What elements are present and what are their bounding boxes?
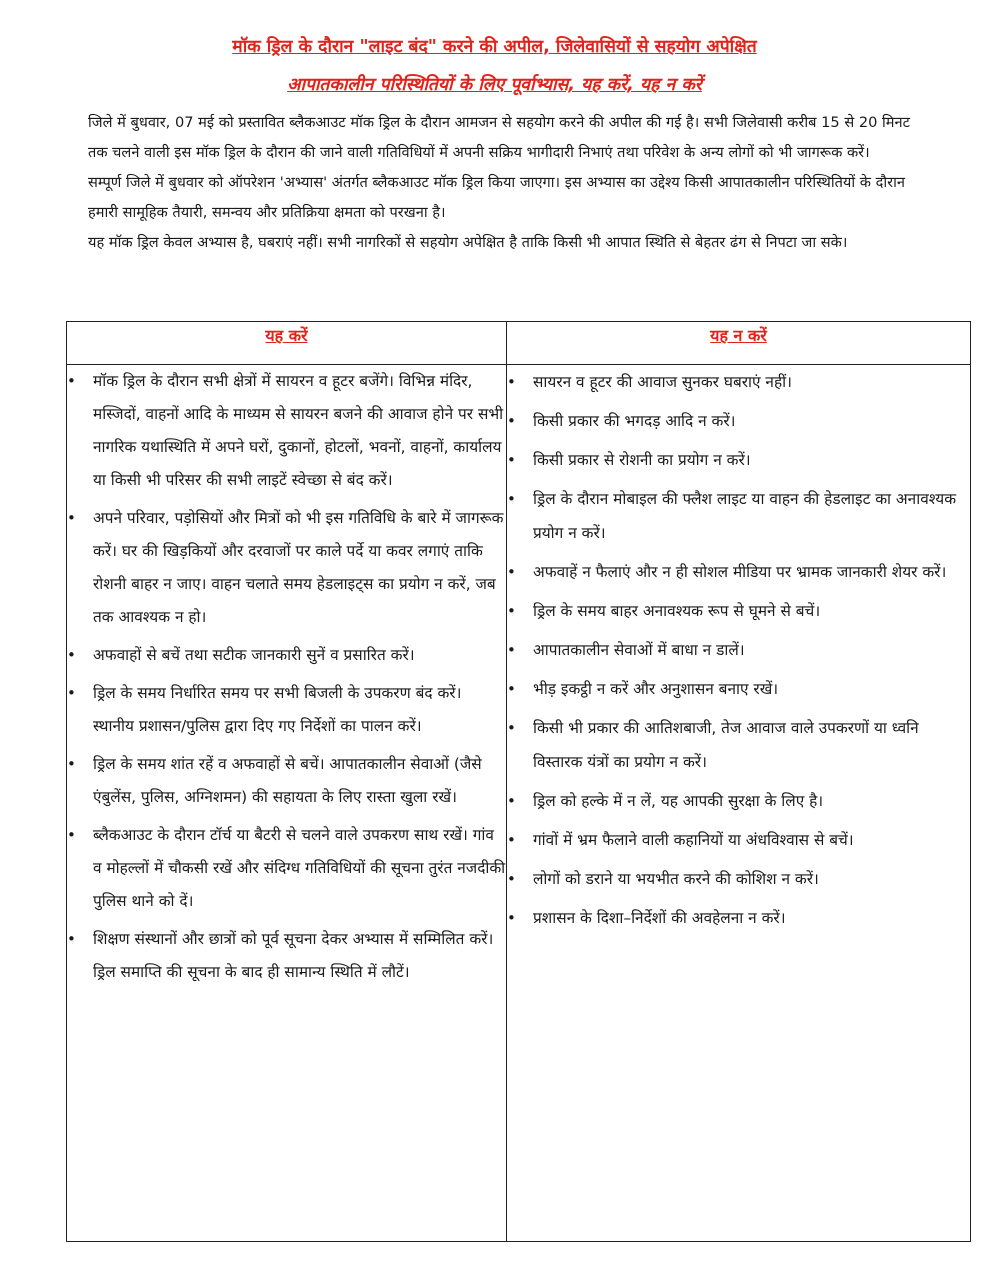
- donts-item: [507, 784, 970, 818]
- donts-item: [507, 862, 970, 896]
- bullet-icon: •: [67, 684, 76, 702]
- donts-item-text: लोगों को डराने या भयभीत करने की कोशिश न करें।: [533, 870, 819, 888]
- bullet-icon: •: [507, 641, 516, 659]
- intro-paragraph-3: यह मॉक ड्रिल केवल अभ्यास है, घबराएं नहीं। सभी नागरिकों से सहयोग अपेक्षित है ताकि किसी भी आपात स्थिति से बेहतर ढंग से निपटा जा सके।: [88, 234, 848, 251]
- dos-and-donts-table: [66, 321, 971, 1242]
- dos-item: [67, 365, 506, 497]
- dos-item: [67, 639, 506, 672]
- donts-item: [507, 901, 970, 935]
- donts-cell: [507, 365, 971, 1242]
- bullet-icon: •: [507, 831, 516, 849]
- bullet-icon: •: [507, 719, 516, 737]
- dos-item: [67, 923, 506, 989]
- dos-item-text: शिक्षण संस्थानों और छात्रों को पूर्व सूचना देकर अभ्यास में सम्मिलित करें। ड्रिल समाप्ति की सूचना के बाद ही सामान्य स्थिति में लौटें।: [93, 930, 494, 981]
- bullet-icon: •: [67, 930, 76, 948]
- dos-item-text: अपने परिवार, पड़ोसियों और मित्रों को भी इस गतिविधि के बारे में जागरूक करें। घर की खिड़कियों और दरवाजों पर काले पर्दे या कवर लगाएं ताकि रोशनी बाहर न जाए। वाहन चलाते समय हेडलाइट्स का प्रयोग न करें, जब तक आवश्यक न हो।: [93, 509, 504, 626]
- bullet-icon: •: [507, 680, 516, 698]
- donts-heading: यह न करें: [710, 326, 767, 345]
- donts-item: [507, 594, 970, 628]
- donts-item-text: ड्रिल के समय बाहर अनावश्यक रूप से घूमने से बचें।: [533, 602, 821, 620]
- bullet-icon: •: [507, 412, 516, 430]
- bullet-icon: •: [507, 490, 516, 508]
- intro-paragraph-2: सम्पूर्ण जिले में बुधवार को ऑपरेशन 'अभ्यास' अंतर्गत ब्लैकआउट मॉक ड्रिल किया जाएगा। इस अभ्यास का उद्देश्य किसी आपातकालीन परिस्थितियों के दौरान हमारी सामूहिक तैयारी, समन्वय और प्रतिक्रिया क्षमता को परखना है।: [88, 174, 906, 221]
- dos-item: [67, 748, 506, 814]
- donts-item: [507, 482, 970, 550]
- document-subtitle: आपातकालीन परिस्थितियों के लिए पूर्वाभ्यास, यह करें, यह न करें: [287, 75, 702, 95]
- donts-item: [507, 711, 970, 779]
- intro-section: [88, 108, 918, 258]
- donts-item: [507, 672, 970, 706]
- donts-item: [507, 404, 970, 438]
- bullet-icon: •: [507, 909, 516, 927]
- bullet-icon: •: [67, 509, 76, 527]
- bullet-icon: •: [507, 870, 516, 888]
- donts-item-text: प्रशासन के दिशा–निर्देशों की अवहेलना न करें।: [533, 909, 786, 927]
- donts-item-text: अफवाहें न फैलाएं और न ही सोशल मीडिया पर भ्रामक जानकारी शेयर करें।: [533, 563, 947, 581]
- donts-item-text: किसी भी प्रकार की आतिशबाजी, तेज आवाज वाले उपकरणों या ध्वनि विस्तारक यंत्रों का प्रयोग न करें।: [533, 719, 919, 771]
- donts-list: [507, 365, 970, 935]
- dos-header-cell: [67, 322, 507, 365]
- bullet-icon: •: [507, 451, 516, 469]
- donts-item-text: भीड़ इकट्ठी न करें और अनुशासन बनाए रखें।: [533, 680, 779, 698]
- bullet-icon: •: [507, 373, 516, 391]
- dos-item-text: ब्लैकआउट के दौरान टॉर्च या बैटरी से चलने वाले उपकरण साथ रखें। गांव व मोहल्लों में चौकसी रखें और संदिग्ध गतिविधियों की सूचना तुरंत नजदीकी पुलिस थाने को दें।: [93, 826, 506, 910]
- donts-item: [507, 633, 970, 667]
- document-title: मॉक ड्रिल के दौरान "लाइट बंद" करने की अपील, जिलेवासियों से सहयोग अपेक्षित: [232, 37, 757, 57]
- dos-item-text: ड्रिल के समय निर्धारित समय पर सभी बिजली के उपकरण बंद करें। स्थानीय प्रशासन/पुलिस द्वारा दिए गए निर्देशों का पालन करें।: [93, 684, 462, 735]
- table-header-row: [67, 322, 971, 365]
- dos-item-text: ड्रिल के समय शांत रहें व अफवाहों से बचें। आपातकालीन सेवाओं (जैसे एंबुलेंस, पुलिस, अग्निशमन) की सहायता के लिए रास्ता खुला रखें।: [93, 755, 482, 806]
- intro-paragraph-1: जिले में बुधवार, 07 मई को प्रस्तावित ब्लैकआउट मॉक ड्रिल के दौरान आमजन से सहयोग करने की अपील की गई है। सभी जिलेवासी करीब 15 से 20 मिनट तक चलने वाली इस मॉक ड्रिल के दौरान की जाने वाली गतिविधियों में अपनी सक्रिय भागीदारी निभाएं तथा परिवेश के अन्य लोगों को भी जागरूक करें।: [88, 114, 910, 161]
- dos-item-text: अफवाहों से बचें तथा सटीक जानकारी सुनें व प्रसारित करें।: [93, 646, 415, 664]
- dos-item: [67, 677, 506, 743]
- dos-heading: यह करें: [265, 326, 308, 345]
- bullet-icon: •: [67, 372, 76, 390]
- donts-item-text: आपातकालीन सेवाओं में बाधा न डालें।: [533, 641, 745, 659]
- donts-item-text: सायरन व हूटर की आवाज सुनकर घबराएं नहीं।: [533, 373, 792, 391]
- bullet-icon: •: [507, 602, 516, 620]
- donts-item-text: ड्रिल के दौरान मोबाइल की फ्लैश लाइट या वाहन की हेडलाइट का अनावश्यक प्रयोग न करें।: [533, 490, 957, 542]
- donts-item: [507, 365, 970, 399]
- donts-item: [507, 823, 970, 857]
- donts-item-text: किसी प्रकार से रोशनी का प्रयोग न करें।: [533, 451, 751, 469]
- dos-cell: [67, 365, 507, 1242]
- donts-item-text: किसी प्रकार की भगदड़ आदि न करें।: [533, 412, 736, 430]
- bullet-icon: •: [67, 755, 76, 773]
- donts-item: [507, 555, 970, 589]
- donts-item-text: ड्रिल को हल्के में न लें, यह आपकी सुरक्षा के लिए है।: [533, 792, 824, 810]
- bullet-icon: •: [67, 646, 76, 664]
- table-body-row: [67, 365, 971, 1242]
- bullet-icon: •: [507, 563, 516, 581]
- dos-item: [67, 502, 506, 634]
- donts-item: [507, 443, 970, 477]
- bullet-icon: •: [507, 792, 516, 810]
- dos-item-text: मॉक ड्रिल के दौरान सभी क्षेत्रों में सायरन व हूटर बजेंगे। विभिन्न मंदिर, मस्जिदों, वाहनों आदि के माध्यम से सायरन बजने की आवाज होने पर सभी नागरिक यथास्थिति में अपने घरों, दुकानों, होटलों, भवनों, वाहनों, कार्यालय या किसी भी परिसर की सभी लाइटें स्वेच्छा से बंद करें।: [93, 372, 504, 489]
- dos-list: [67, 365, 506, 989]
- donts-header-cell: [507, 322, 971, 365]
- dos-item: [67, 819, 506, 918]
- donts-item-text: गांवों में भ्रम फैलाने वाली कहानियों या अंधविश्वास से बचें।: [533, 831, 854, 849]
- bullet-icon: •: [67, 826, 76, 844]
